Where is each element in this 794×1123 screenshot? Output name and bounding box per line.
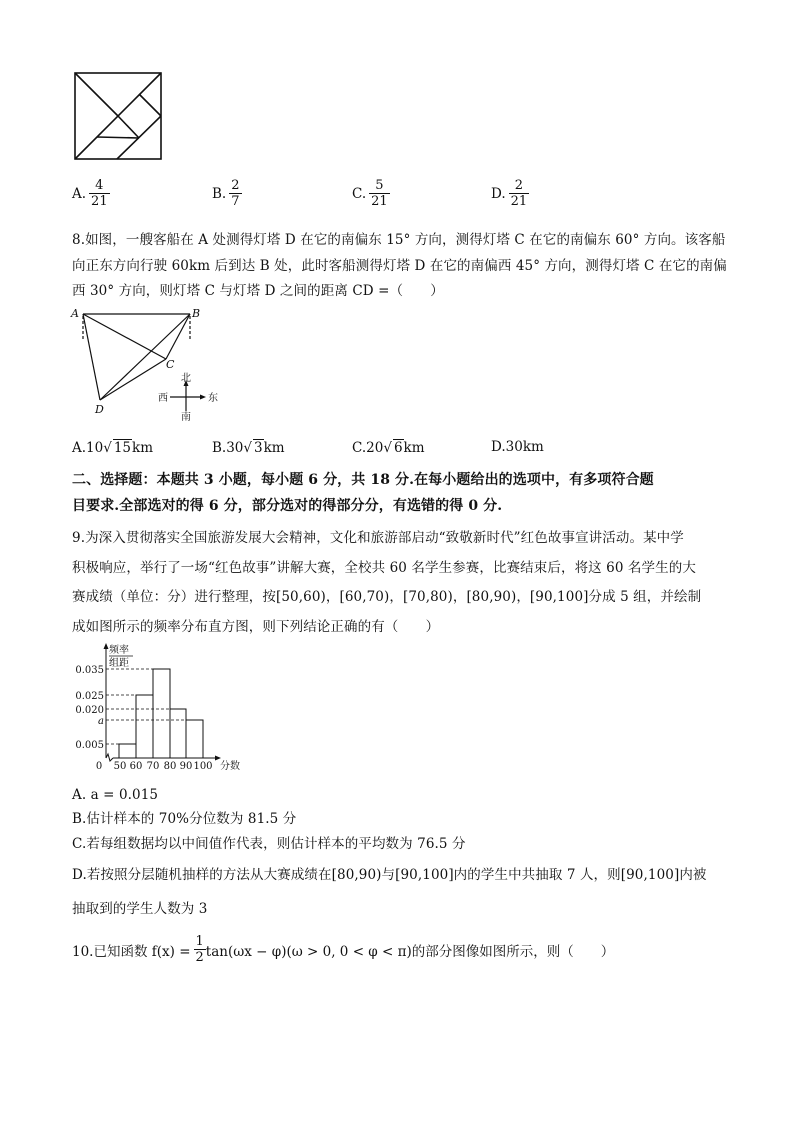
- point-a-label: A: [71, 307, 79, 320]
- q9-option-d[interactable]: D.若按照分层随机抽样的方法从大赛成绩在[80,90)与[90,100]内的学生中共抽取 7 人，则[90,100]内被: [72, 867, 707, 883]
- y-axis-label-top: 频率: [109, 645, 129, 656]
- x-tick-80: 80: [163, 761, 177, 772]
- y-axis-label-bottom: 组距: [109, 658, 129, 669]
- fraction: $\frac{5}{21}$: [371, 178, 388, 209]
- q9-option-b[interactable]: B.估计样本的 70%分位数为 81.5 分: [72, 811, 297, 827]
- q8-line-1: 8.如图，一艘客船在 A 处测得灯塔 D 在它的南偏东 15° 方向，测得灯塔 C 在它的南偏东 60° 方向。该客船: [72, 232, 726, 248]
- x-tick-70: 70: [146, 761, 160, 772]
- x-tick-0: 0: [95, 761, 103, 772]
- q8-option-c[interactable]: C. 20 √ 6 km: [352, 439, 425, 456]
- q7-option-c[interactable]: C. $\frac{5}{21}$: [352, 178, 388, 209]
- compass-east: 东: [208, 393, 218, 404]
- compass-west: 西: [158, 393, 168, 404]
- frequency-histogram: [65, 640, 255, 775]
- q8-option-b[interactable]: B. 30 √ 3 km: [212, 439, 285, 456]
- fraction: $\frac{4}{21}$: [91, 178, 108, 209]
- section-2-heading-line-1: 二、选择题：本题共 3 小题，每小题 6 分，共 18 分.在每小题给出的选项中，有多项符合题: [72, 472, 654, 488]
- point-c-label: C: [166, 358, 175, 371]
- q9-option-a[interactable]: A. a = 0.015: [72, 787, 159, 803]
- x-tick-50: 50: [113, 761, 127, 772]
- q9-line-4: 成如图所示的频率分布直方图，则下列结论正确的有（ ）: [72, 619, 440, 635]
- q9-option-c[interactable]: C.若每组数据均以中间值作代表，则估计样本的平均数为 76.5 分: [72, 836, 466, 852]
- x-tick-60: 60: [129, 761, 143, 772]
- q8-option-a[interactable]: A. 10 √ 15 km: [72, 439, 154, 456]
- fraction: $\frac{2}{7}$: [231, 178, 240, 209]
- q9-line-2: 积极响应，举行了一场“红色故事”讲解大赛，全校共 60 名学生参赛，比赛结束后，将这 60 名学生的大: [72, 560, 696, 576]
- fraction: $\frac{2}{21}$: [510, 178, 528, 209]
- point-b-label: B: [192, 307, 201, 320]
- q9-option-d-continued: 抽取到的学生人数为 3: [72, 901, 208, 917]
- y-tick-0025: 0.025: [75, 691, 104, 702]
- ship-lighthouse-figure: [70, 303, 230, 423]
- tangram-figure: [74, 72, 164, 162]
- q9-line-3: 赛成绩（单位：分）进行整理，按[50,60)，[60,70)，[70,80)，[80,90)，[90,100]分成 5 组，并绘制: [72, 589, 702, 605]
- y-tick-0020: 0.020: [75, 705, 104, 716]
- q8-line-2: 向正东方向行驶 60km 后到达 B 处，此时客船测得灯塔 D 在它的南偏西 45° 方向，测得灯塔 C 在它的南偏: [72, 258, 727, 274]
- compass-north: 北: [181, 373, 191, 384]
- x-tick-90: 90: [179, 761, 193, 772]
- q8-option-d[interactable]: D. 30 km: [491, 439, 544, 455]
- x-axis-label: 分数: [220, 761, 240, 772]
- q10-stem: 10.已知函数 f(x) = $\frac{1}{2}$ tan(ωx − φ)(ω > 0, 0 < φ < π)的部分图像如图所示，则（ ）: [72, 934, 615, 965]
- compass-south: 南: [181, 412, 191, 423]
- x-tick-100: 100: [193, 761, 213, 772]
- q9-line-1: 9.为深入贯彻落实全国旅游发展大会精神，文化和旅游部启动“致敬新时代”红色故事宣讲活动。某中学: [72, 530, 684, 546]
- section-2-heading-line-2: 目要求.全部选对的得 6 分，部分选对的得部分分，有选错的得 0 分.: [72, 498, 503, 514]
- q7-option-d[interactable]: D. $\frac{2}{21}$: [491, 178, 528, 209]
- y-tick-a: a: [98, 716, 104, 727]
- y-tick-0005: 0.005: [75, 740, 104, 751]
- q7-option-a[interactable]: A. $\frac{4}{21}$: [72, 178, 108, 209]
- q8-line-3: 西 30° 方向，则灯塔 C 与灯塔 D 之间的距离 CD =（ ）: [72, 283, 444, 299]
- q7-option-b[interactable]: B. $\frac{2}{7}$: [212, 178, 240, 209]
- fraction-one-half: $\frac{1}{2}$: [195, 934, 204, 965]
- point-d-label: D: [95, 403, 104, 416]
- y-tick-0035: 0.035: [75, 665, 104, 676]
